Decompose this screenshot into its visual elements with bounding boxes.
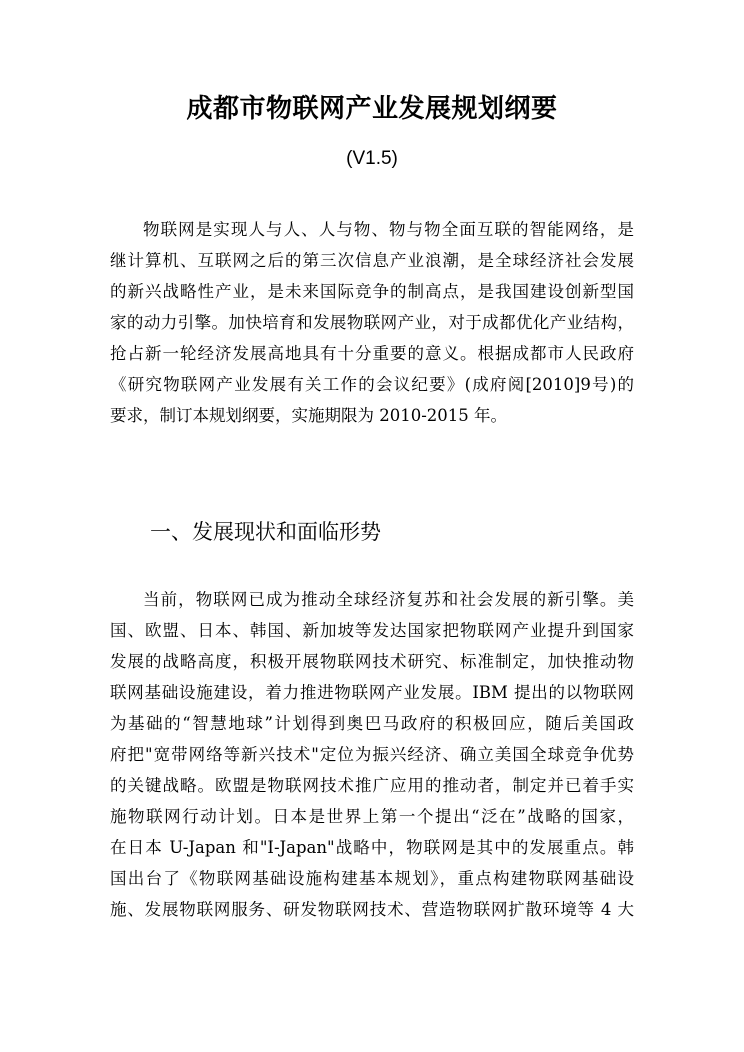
section-paragraph bbox=[110, 584, 634, 925]
paragraph-line: 国出台了《物联网基础设施构建基本规划》，重点构建物联网基础设 bbox=[110, 869, 634, 888]
paragraph-line: 发展的战略高度，积极开展物联网技术研究、标准制定，加快推动物 bbox=[110, 652, 634, 671]
paragraph-line: 施、发展物联网服务、研发物联网技术、营造物联网扩散环境等 4 大 bbox=[110, 900, 634, 919]
paragraph-line: 继计算机、互联网之后的第三次信息产业浪潮，是全球经济社会发展 bbox=[110, 251, 634, 270]
paragraph-line: 在日本 U-Japan 和"I-Japan"战略中，物联网是其中的发展重点。韩 bbox=[110, 838, 634, 857]
paragraph-line: 国、欧盟、日本、韩国、新加坡等发达国家把物联网产业提升到国家 bbox=[110, 621, 634, 640]
paragraph-line: 联网基础设施建设，着力推进物联网产业发展。IBM 提出的以物联网 bbox=[110, 683, 634, 702]
intro-paragraph bbox=[110, 214, 634, 431]
paragraph-line: 要求，制订本规划纲要，实施期限为 2010-2015 年。 bbox=[110, 406, 508, 425]
paragraph-line: 家的动力引擎。加快培育和发展物联网产业，对于成都优化产业结构， bbox=[110, 313, 634, 332]
document-title: 成都市物联网产业发展规划纲要 bbox=[186, 94, 558, 124]
paragraph-line: 当前，物联网已成为推动全球经济复苏和社会发展的新引擎。美 bbox=[143, 590, 634, 609]
paragraph-line: 的新兴战略性产业，是未来国际竞争的制高点，是我国建设创新型国 bbox=[110, 282, 634, 301]
paragraph-line: 物联网是实现人与人、人与物、物与物全面互联的智能网络，是 bbox=[143, 220, 634, 239]
paragraph-line: 施物联网行动计划。日本是世界上第一个提出“泛在”战略的国家， bbox=[110, 807, 634, 826]
paragraph-line: 府把"宽带网络等新兴技术"定位为振兴经济、确立美国全球竞争优势 bbox=[110, 745, 634, 764]
paragraph-line: 抢占新一轮经济发展高地具有十分重要的意义。根据成都市人民政府 bbox=[110, 344, 634, 363]
paragraph-line: 的关键战略。欧盟是物联网技术推广应用的推动者，制定并已着手实 bbox=[110, 776, 634, 795]
section-heading: 一、发展现状和面临形势 bbox=[150, 520, 381, 544]
paragraph-line: 《研究物联网产业发展有关工作的会议纪要》(成府阅[2010]9号)的 bbox=[110, 375, 634, 394]
paragraph-line: 为基础的“智慧地球”计划得到奥巴马政府的积极回应，随后美国政 bbox=[110, 714, 634, 733]
document-version: (V1.5) bbox=[346, 148, 398, 169]
